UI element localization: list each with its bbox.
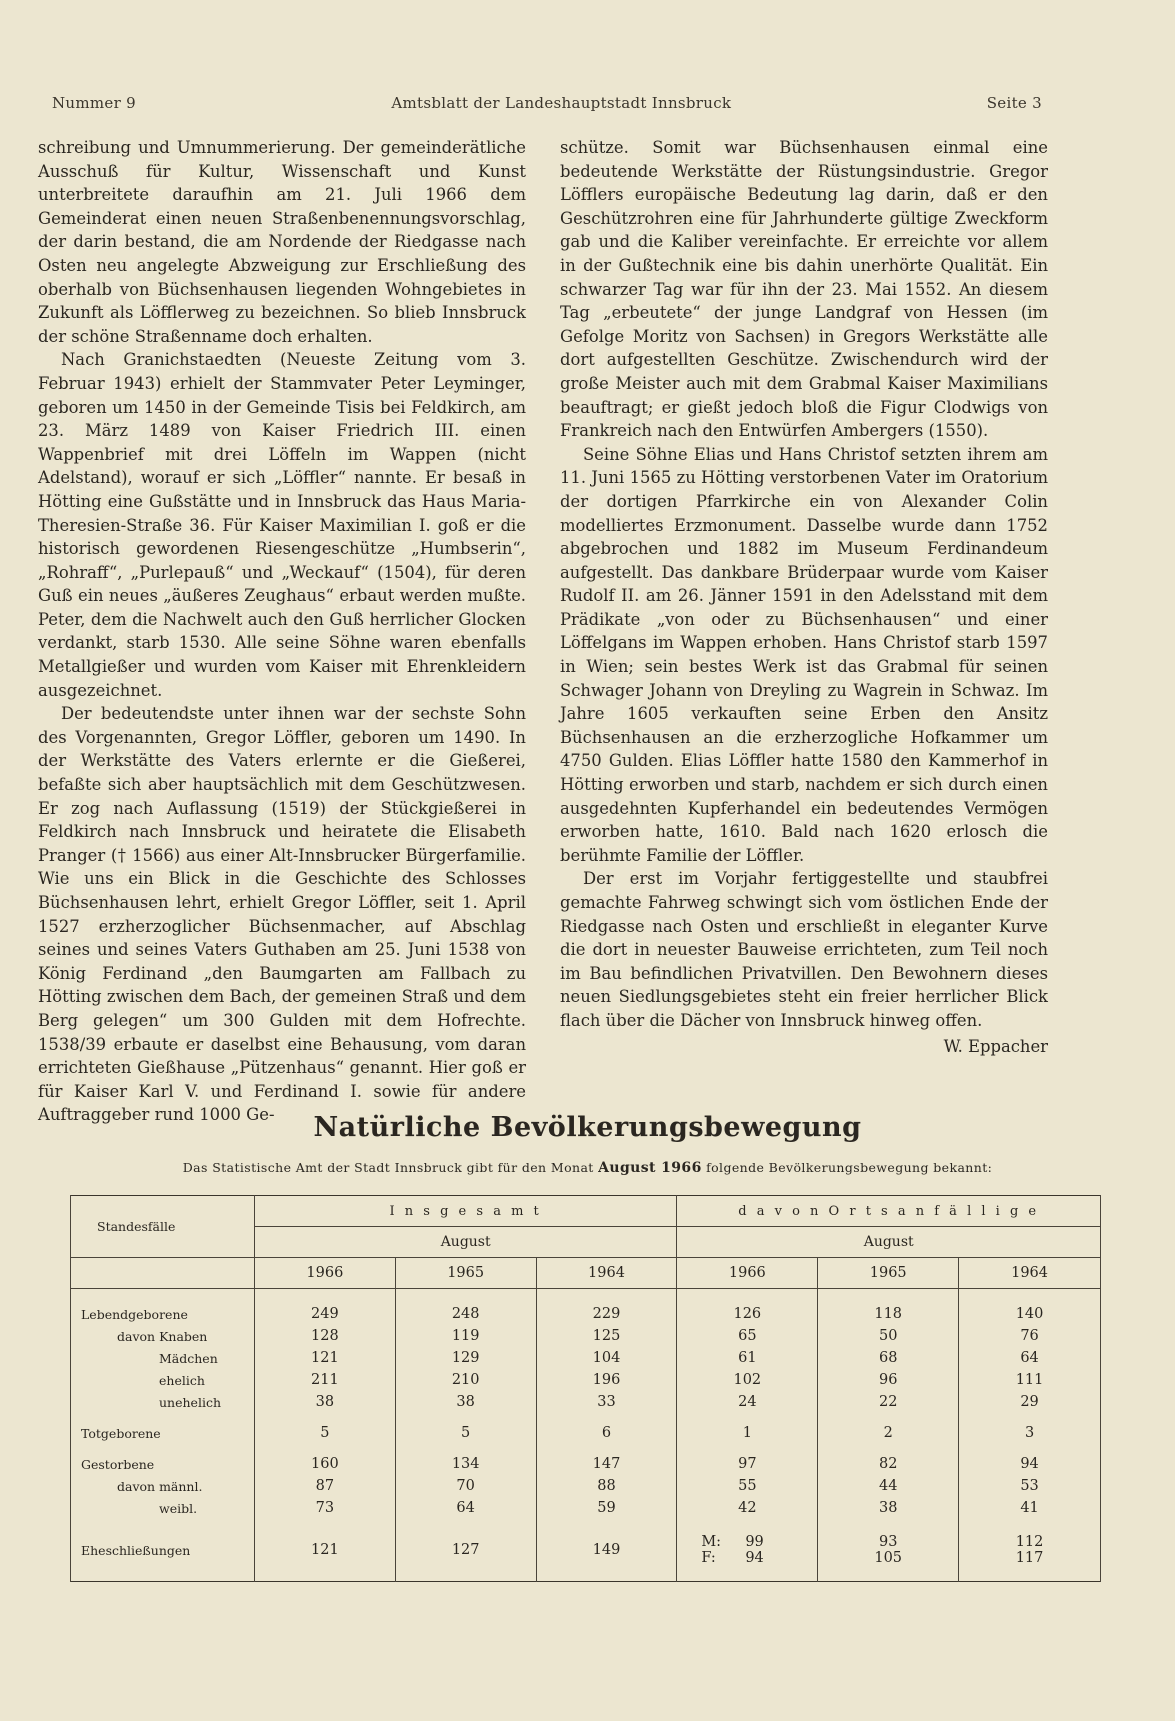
article-body bbox=[38, 136, 1048, 1127]
author-signature: W. Eppacher bbox=[943, 1036, 1048, 1056]
male-label: M: bbox=[701, 1534, 722, 1550]
table-row: davon männl. 87 70 88 55 44 53 bbox=[71, 1475, 1101, 1497]
year-header: 1966 bbox=[677, 1258, 818, 1289]
population-statistics-table bbox=[70, 1195, 1101, 1582]
article-paragraph: Seine Söhne Elias und Hans Christof setzten ihrem am 11. Juni 1565 zu Hötting verstorbenen Vater im Oratorium der dortigen Pfarrkirche ein von Alexander Colin modelliertes Erzmonument. Dasselbe wurde dann 1752 abgebrochen und 1882 im Museum Ferdinandeum aufgestellt. Das dankbare Brüderpaar wurde vom Kaiser Rudolf II. am 26. Jänner 1591 in den Adelsstand mit dem Prädikate „von oder zu Büchsenhausen“ und einer Löffelgans im Wappen erhoben. Hans Christof starb 1597 in Wien; sein bestes Werk ist das Grabmal für seinen Schwager Johann von Dreyling zu Wagrein in Schwaz. Im Jahre 1605 verkauften seine Erben den Ansitz Büchsenhausen an die erzherzogliche Hofkammer um 4750 Gulden. Elias Löffler hatte 1580 den Kammerhof in Hötting erworben und starb, nachdem er sich durch einen ausgedehnten Kupferhandel ein bedeutendes Vermögen erworben hatte, 1610. Bald nach 1620 erlosch die berühmte Familie der Löffler. bbox=[560, 444, 1048, 865]
intro-month: August 1966 bbox=[598, 1160, 702, 1176]
table-row: Gestorbene 160 134 147 97 82 94 bbox=[71, 1453, 1101, 1475]
article-paragraph: schütze. Somit war Büchsenhausen einmal eine bedeutende Werkstätte der Rüstungsindustrie. Gregor Löfflers europäische Bedeutung lag darin, daß er den Geschützrohren eine für Jahrhunderte gültige Zweckform gab und die Kaliber vereinfachte. Er erreichte vor allem in der Gußtechnik eine bis dahin unerhörte Qualität. Ein schwarzer Tag war für ihn der 23. Mai 1552. An diesem Tag „erbeutete“ der junge Landgraf von Hessen (im Gefolge Moritz von Sachsen) in Gregors Werkstätte alle dort aufgestellten Geschütze. Zwischendurch wird der große Meister auch mit dem Grabmal Kaiser Maximilians beauftragt; er gießt jedoch bloß die Figur Clodwigs von Frankreich nach den Entwürfen Ambergers (1550). bbox=[560, 138, 1048, 441]
statistics-intro bbox=[0, 1160, 1175, 1176]
month-header-local: August bbox=[677, 1227, 1101, 1258]
article-paragraph: Der erst im Vorjahr fertiggestellte und staubfrei gemachte Fahrweg schwingt sich vom östlichen Ende der Riedgasse nach Osten und erschließt in eleganter Kurve die dort in neuester Bauweise errichteten, zum Teil noch im Bau befindlichen Privatvillen. Den Bewohnern dieses neuen Siedlungsgebietes steht ein freier herrlicher Blick flach über die Dächer von Innsbruck hinweg offen. bbox=[560, 869, 1048, 1030]
month-header-total: August bbox=[254, 1227, 676, 1258]
header-publication-title: Amtsblatt der Landeshauptstadt Innsbruck bbox=[391, 94, 732, 112]
article-paragraph: schreibung und Umnummerierung. Der gemeinderätliche Ausschuß für Kultur, Wissenschaft und Kunst unterbreitete daraufhin am 21. Juli 1966 dem Gemeinderat einen neuen Straßenbenennungsvorschlag, der darin bestand, die am Nordende der Riedgasse nach Osten neu angelegte Abzweigung zur Erschließung des oberhalb von Büchsenhausen liegenden Wohngebietes in Zukunft als Löfflerweg zu bezeichnen. So blieb Innsbruck der schöne Straßenname doch erhalten. bbox=[38, 138, 526, 346]
article-paragraph: Nach Granichstaedten (Neueste Zeitung vom 3. Februar 1943) erhielt der Stammvater Peter Leyminger, geboren um 1450 in der Gemeinde Tisis bei Feldkirch, am 23. März 1489 von Kaiser Friedrich III. einen Wappenbrief mit drei Löffeln im Wappen (nicht Adelstand), worauf er sich „Löffler“ nannte. Er besaß in Hötting eine Gußstätte und in Innsbruck das Haus Maria-Theresien-Straße 36. Für Kaiser Maximilian I. goß er die historisch gewordenen Riesengeschütze „Humbserin“, „Rohraff“, „Purlepauß“ und „Weckauf“ (1504), für deren Guß ein neues „äußeres Zeughaus“ erbaut werden mußte. Peter, dem die Nachwelt auch den Guß herrlicher Glocken verdankt, starb 1530. Alle seine Söhne waren ebenfalls Metallgießer und wurden vom Kaiser mit Ehrenkleidern ausgezeichnet. bbox=[38, 350, 526, 700]
header-page-number: Seite 3 bbox=[986, 94, 1042, 112]
year-header: 1966 bbox=[254, 1258, 395, 1289]
column-header-standesfaelle: Standesfälle bbox=[71, 1196, 255, 1258]
table-row: Lebendgeborene 249 248 229 126 118 140 bbox=[71, 1303, 1101, 1325]
table-row: weibl. 73 64 59 42 38 41 bbox=[71, 1497, 1101, 1519]
article-paragraph: Der bedeutendste unter ihnen war der sechste Sohn des Vorgenannten, Gregor Löffler, geboren um 1490. In der Werkstätte des Vaters erlernte er die Gießerei, befaßte sich aber hauptsächlich mit dem Geschützwesen. Er zog nach Auflassung (1519) der Stückgießerei in Feldkirch nach Innsbruck und heiratete die Elisabeth Pranger († 1566) aus einer Alt-Innsbrucker Bürgerfamilie. Wie uns ein Blick in die Geschichte des Schlosses Büchsenhausen lehrt, erhielt Gregor Löffler, seit 1. April 1527 erzherzoglicher Büchsenmacher, auf Abschlag seines und seines Vaters Guthaben am 25. Juni 1538 von König Ferdinand „den Baumgarten am Fallbach zu Hötting zwischen dem Bach, der gemeinen Straß und dem Berg gelegen“ um 300 Gulden mit dem Hofrechte. 1538/39 erbaute er daselbst eine Behausung, vom daran errichteten Gießhause „Pützenhaus“ genannt. Hier goß er für Kaiser Karl V. und Ferdinand I. sowie für andere Auftraggeber rund 1000 Ge- bbox=[38, 704, 526, 1125]
group-header-total: I n s g e s a m t bbox=[254, 1196, 676, 1227]
female-label: F: bbox=[701, 1550, 716, 1566]
table-row: Totgeborene 5 5 6 1 2 3 bbox=[71, 1422, 1101, 1444]
statistics-title: Natürliche Bevölkerungsbewegung bbox=[313, 1112, 862, 1143]
year-header: 1965 bbox=[818, 1258, 959, 1289]
year-header: 1965 bbox=[395, 1258, 536, 1289]
table-row: Mädchen 121 129 104 61 68 64 bbox=[71, 1347, 1101, 1369]
table-row: unehelich 38 38 33 24 22 29 bbox=[71, 1391, 1101, 1413]
group-header-local: d a v o n O r t s a n f ä l l i g e bbox=[677, 1196, 1101, 1227]
table-row: ehelich 211 210 196 102 96 111 bbox=[71, 1369, 1101, 1391]
year-header: 1964 bbox=[959, 1258, 1101, 1289]
table-row: davon Knaben 128 119 125 65 50 76 bbox=[71, 1325, 1101, 1347]
intro-text-before: Das Statistische Amt der Stadt Innsbruck gibt für den Monat bbox=[182, 1160, 594, 1175]
year-header: 1964 bbox=[536, 1258, 677, 1289]
article-column-right bbox=[560, 136, 1048, 1127]
table-row-marriages: Eheschließungen 121 127 149 M: 99 F: 94 93 105 112 117 bbox=[71, 1528, 1101, 1572]
running-header bbox=[52, 94, 1042, 112]
header-issue-number: Nummer 9 bbox=[52, 94, 136, 112]
article-column-left bbox=[38, 136, 526, 1127]
intro-text-after: folgende Bevölkerungsbewegung bekannt: bbox=[706, 1160, 993, 1175]
